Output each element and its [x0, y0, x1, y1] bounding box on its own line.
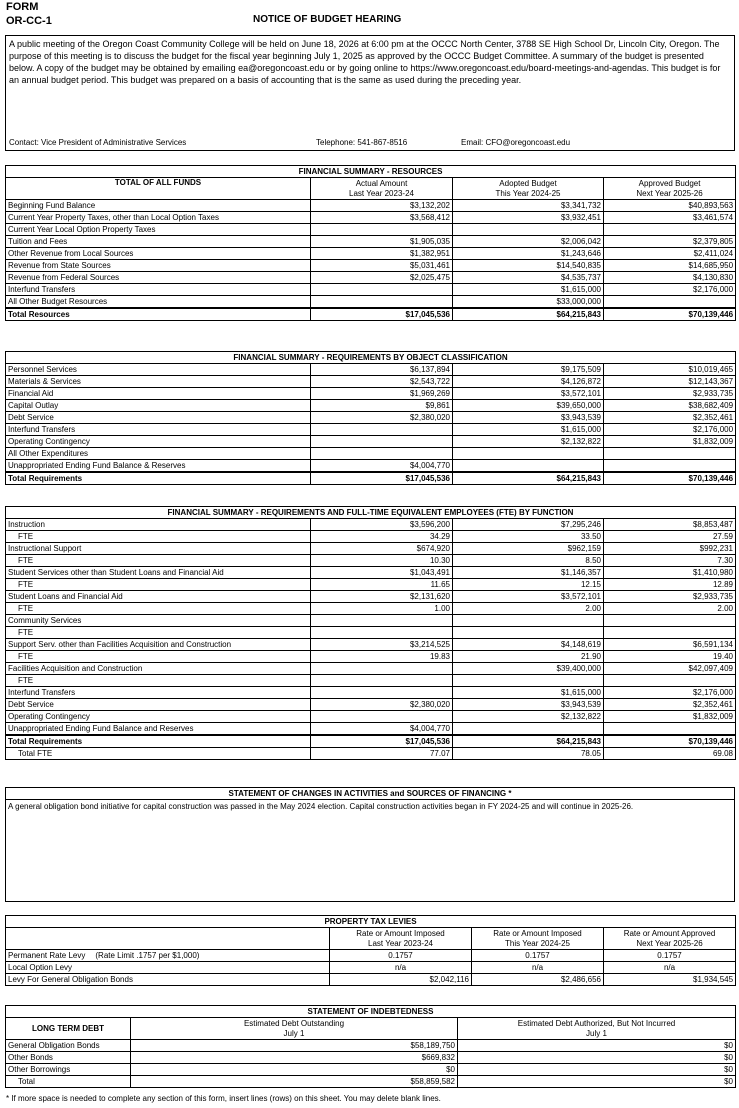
- indebtedness-title: STATEMENT OF INDEBTEDNESS: [6, 1006, 736, 1018]
- row-label: Student Services other than Student Loans and Financial Aid: [6, 567, 311, 579]
- row-label: All Other Expenditures: [6, 448, 311, 460]
- table-row: [6, 376, 736, 388]
- debt-row: [6, 1040, 736, 1052]
- row-value: $2,352,461: [604, 412, 736, 424]
- row-label: Operating Contingency: [6, 711, 311, 723]
- row-value: [453, 675, 604, 687]
- row-value: [311, 663, 453, 675]
- row-value: 8.50: [453, 555, 604, 567]
- table-row: [6, 388, 736, 400]
- requirements-function-table: [5, 506, 736, 760]
- table-row: [6, 591, 736, 603]
- row-value: 11.65: [311, 579, 453, 591]
- row-value: $3,932,451: [453, 212, 604, 224]
- table-row: [6, 615, 736, 627]
- row-value: $2,380,020: [311, 412, 453, 424]
- indebtedness-table: [5, 1005, 736, 1088]
- row-value: $1,905,035: [311, 236, 453, 248]
- debt-row: [6, 1064, 736, 1076]
- row-value: [604, 296, 736, 309]
- row-label: Tuition and Fees: [6, 236, 311, 248]
- row-label: Interfund Transfers: [6, 424, 311, 436]
- row-value: 27.59: [604, 531, 736, 543]
- requirements-function-total-row: Total Requirements $17,045,536 $64,215,843 $70,139,446: [6, 735, 736, 748]
- resources-title: FINANCIAL SUMMARY - RESOURCES: [6, 166, 736, 178]
- debt-value: $58,189,750: [131, 1040, 458, 1052]
- row-value: $2,176,000: [604, 284, 736, 296]
- row-label: Unappropriated Ending Fund Balance and Reserves: [6, 723, 311, 736]
- row-label: Community Services: [6, 615, 311, 627]
- row-value: $2,933,735: [604, 388, 736, 400]
- row-label: Student Loans and Financial Aid: [6, 591, 311, 603]
- row-value: $2,176,000: [604, 687, 736, 699]
- debt-col-authorized: Estimated Debt Authorized, But Not Incurred July 1: [458, 1018, 736, 1040]
- debt-value: $0: [458, 1040, 736, 1052]
- row-value: 33.50: [453, 531, 604, 543]
- row-value: [311, 711, 453, 723]
- tax-row: [6, 974, 736, 986]
- table-row: [6, 260, 736, 272]
- tax-value: 0.1757: [330, 950, 472, 962]
- row-value: 12.15: [453, 579, 604, 591]
- row-label: Current Year Local Option Property Taxes: [6, 224, 311, 236]
- row-value: $2,131,620: [311, 591, 453, 603]
- row-label: Operating Contingency: [6, 436, 311, 448]
- table-row: [6, 579, 736, 591]
- property-tax-title: PROPERTY TAX LEVIES: [6, 916, 736, 928]
- tax-value: $2,486,656: [472, 974, 604, 986]
- table-row: [6, 651, 736, 663]
- row-label: Personnel Services: [6, 364, 311, 376]
- row-value: $38,682,409: [604, 400, 736, 412]
- table-row: [6, 460, 736, 473]
- row-value: $39,400,000: [453, 663, 604, 675]
- row-value: 2.00: [604, 603, 736, 615]
- debt-col-type: LONG TERM DEBT: [6, 1018, 131, 1040]
- row-value: [453, 224, 604, 236]
- tax-value: n/a: [604, 962, 736, 974]
- debt-total-row: Total $58,859,582 $0: [6, 1076, 736, 1088]
- tax-row: [6, 950, 736, 962]
- table-row: [6, 519, 736, 531]
- table-row: [6, 296, 736, 309]
- row-value: $6,137,894: [311, 364, 453, 376]
- row-label: Debt Service: [6, 699, 311, 711]
- tax-col-next: Rate or Amount Approved Next Year 2025-26: [604, 928, 736, 950]
- row-value: [453, 615, 604, 627]
- table-row: [6, 400, 736, 412]
- table-row: [6, 639, 736, 651]
- form-label: FORM: [6, 1, 39, 13]
- row-value: [311, 687, 453, 699]
- row-value: $4,148,619: [453, 639, 604, 651]
- row-value: $14,540,835: [453, 260, 604, 272]
- row-value: $1,243,646: [453, 248, 604, 260]
- row-label: Beginning Fund Balance: [6, 200, 311, 212]
- row-value: $1,969,269: [311, 388, 453, 400]
- row-value: $5,031,461: [311, 260, 453, 272]
- row-value: 19.83: [311, 651, 453, 663]
- table-row: [6, 248, 736, 260]
- row-value: [604, 615, 736, 627]
- row-label: Current Year Property Taxes, other than Local Option Taxes: [6, 212, 311, 224]
- tax-label: Levy For General Obligation Bonds: [6, 974, 330, 986]
- row-value: 21.90: [453, 651, 604, 663]
- row-value: $10,019,465: [604, 364, 736, 376]
- row-value: $4,004,770: [311, 460, 453, 473]
- tax-label: Permanent Rate Levy (Rate Limit .1757 per $1,000): [6, 950, 330, 962]
- row-label: Instructional Support: [6, 543, 311, 555]
- row-value: $4,004,770: [311, 723, 453, 736]
- row-value: [453, 448, 604, 460]
- tax-value: $2,042,116: [330, 974, 472, 986]
- table-row: [6, 687, 736, 699]
- table-row: [6, 603, 736, 615]
- tax-value: n/a: [330, 962, 472, 974]
- debt-label: Other Bonds: [6, 1052, 131, 1064]
- row-value: $3,132,202: [311, 200, 453, 212]
- row-label: FTE: [6, 651, 311, 663]
- row-value: $2,025,475: [311, 272, 453, 284]
- row-label: Debt Service: [6, 412, 311, 424]
- property-tax-table: [5, 915, 736, 986]
- tax-col-last: Rate or Amount Imposed Last Year 2023-24: [330, 928, 472, 950]
- row-value: $3,568,412: [311, 212, 453, 224]
- row-label: Interfund Transfers: [6, 687, 311, 699]
- table-row: [6, 543, 736, 555]
- table-row: [6, 212, 736, 224]
- row-value: [604, 460, 736, 473]
- row-value: [604, 675, 736, 687]
- row-value: 34.29: [311, 531, 453, 543]
- row-value: $2,176,000: [604, 424, 736, 436]
- footnote: * If more space is needed to complete any section of this form, insert lines (rows) on this sheet. You may delete blank lines.: [6, 1094, 441, 1103]
- row-label: Revenue from Federal Sources: [6, 272, 311, 284]
- row-value: $3,341,732: [453, 200, 604, 212]
- total-fte-row: Total FTE 77.07 78.05 69.08: [6, 748, 736, 760]
- row-label: Interfund Transfers: [6, 284, 311, 296]
- table-row: [6, 555, 736, 567]
- row-value: [453, 627, 604, 639]
- table-row: [6, 364, 736, 376]
- row-value: $2,543,722: [311, 376, 453, 388]
- row-value: 1.00: [311, 603, 453, 615]
- row-value: 10.30: [311, 555, 453, 567]
- row-value: $40,893,563: [604, 200, 736, 212]
- row-label: FTE: [6, 675, 311, 687]
- row-value: $2,379,805: [604, 236, 736, 248]
- row-value: $1,615,000: [453, 687, 604, 699]
- table-row: [6, 200, 736, 212]
- table-row: [6, 699, 736, 711]
- debt-col-outstanding: Estimated Debt Outstanding July 1: [131, 1018, 458, 1040]
- tax-value: n/a: [472, 962, 604, 974]
- row-label: Support Serv. other than Facilities Acquisition and Construction: [6, 639, 311, 651]
- row-label: FTE: [6, 579, 311, 591]
- row-label: Revenue from State Sources: [6, 260, 311, 272]
- tax-value: 0.1757: [472, 950, 604, 962]
- row-value: $962,159: [453, 543, 604, 555]
- row-value: $33,000,000: [453, 296, 604, 309]
- debt-value: $0: [131, 1064, 458, 1076]
- table-row: [6, 567, 736, 579]
- table-row: [6, 436, 736, 448]
- row-value: 7.30: [604, 555, 736, 567]
- form-code: OR-CC-1: [6, 15, 52, 27]
- changes-title: STATEMENT OF CHANGES IN ACTIVITIES and SOURCES OF FINANCING *: [6, 788, 734, 800]
- tax-col-this: Rate or Amount Imposed This Year 2024-25: [472, 928, 604, 950]
- row-value: [311, 615, 453, 627]
- row-value: $4,130,830: [604, 272, 736, 284]
- row-value: $39,650,000: [453, 400, 604, 412]
- contact-person: Contact: Vice President of Administrative Services: [9, 138, 187, 147]
- resources-col-actual: Actual Amount Last Year 2023-24: [311, 178, 453, 200]
- requirements-object-table: [5, 351, 736, 485]
- row-value: $8,853,487: [604, 519, 736, 531]
- debt-label: Other Borrowings: [6, 1064, 131, 1076]
- row-value: $3,943,539: [453, 412, 604, 424]
- table-row: [6, 448, 736, 460]
- row-value: $2,380,020: [311, 699, 453, 711]
- row-value: $1,043,491: [311, 567, 453, 579]
- table-row: [6, 723, 736, 736]
- row-label: FTE: [6, 627, 311, 639]
- tax-value: 0.1757: [604, 950, 736, 962]
- row-value: 19.40: [604, 651, 736, 663]
- row-value: [311, 448, 453, 460]
- row-value: $6,591,134: [604, 639, 736, 651]
- row-label: Other Revenue from Local Sources: [6, 248, 311, 260]
- row-value: $3,214,525: [311, 639, 453, 651]
- row-value: [311, 436, 453, 448]
- row-label: Facilities Acquisition and Construction: [6, 663, 311, 675]
- resources-col-adopted: Adopted Budget This Year 2024-25: [453, 178, 604, 200]
- row-value: [604, 723, 736, 736]
- row-value: [311, 284, 453, 296]
- row-label: Capital Outlay: [6, 400, 311, 412]
- contact-telephone: Telephone: 541-867-8516: [316, 138, 408, 147]
- table-row: [6, 531, 736, 543]
- row-value: $992,231: [604, 543, 736, 555]
- table-row: [6, 711, 736, 723]
- changes-text: A general obligation bond initiative for capital construction was passed in the May 2024 election. Capital construction activities began in FY 2024-25 and will continue in 2025-26.: [8, 802, 634, 811]
- changes-section: [5, 787, 735, 902]
- row-value: $9,861: [311, 400, 453, 412]
- row-value: [604, 627, 736, 639]
- row-value: [453, 723, 604, 736]
- row-value: $14,685,950: [604, 260, 736, 272]
- row-value: $3,943,539: [453, 699, 604, 711]
- row-value: [311, 224, 453, 236]
- debt-value: $0: [458, 1052, 736, 1064]
- debt-value: $669,832: [131, 1052, 458, 1064]
- row-value: $3,572,101: [453, 591, 604, 603]
- debt-label: General Obligation Bonds: [6, 1040, 131, 1052]
- row-value: $1,146,357: [453, 567, 604, 579]
- row-value: 12.89: [604, 579, 736, 591]
- row-label: Instruction: [6, 519, 311, 531]
- row-value: $2,132,822: [453, 711, 604, 723]
- table-row: [6, 663, 736, 675]
- table-row: [6, 236, 736, 248]
- row-value: $1,410,980: [604, 567, 736, 579]
- contact-email: Email: CFO@oregoncoast.edu: [461, 138, 571, 147]
- row-value: $4,535,737: [453, 272, 604, 284]
- intro-text: A public meeting of the Oregon Coast Community College will be held on June 18, 2026 at 6:00 pm at the OCCC North Center, 3788 SE High School Dr, Lincoln City, Oregon. The purpose of this meeting is to discuss the budget for the fiscal year beginning July 1, 2025 as approved by the OCCC Budget Committee. A summary of the budget is presented below. A copy of the budget may be obtained by emailing ea@oregoncoast.edu or by going online to https://www.oregoncoast.edu/board-meetings-and-agendas. This budget is for an annual budget period. This budget was prepared on a basis of accounting that is the same as used during the preceding year.: [9, 39, 721, 85]
- row-value: $1,832,009: [604, 711, 736, 723]
- row-value: $2,411,024: [604, 248, 736, 260]
- row-value: $2,006,042: [453, 236, 604, 248]
- row-value: $3,461,574: [604, 212, 736, 224]
- row-value: $2,132,822: [453, 436, 604, 448]
- table-row: [6, 272, 736, 284]
- row-label: FTE: [6, 603, 311, 615]
- resources-col-approved: Approved Budget Next Year 2025-26: [604, 178, 736, 200]
- row-value: $674,920: [311, 543, 453, 555]
- row-value: $2,933,735: [604, 591, 736, 603]
- tax-row: [6, 962, 736, 974]
- tax-label: Local Option Levy: [6, 962, 330, 974]
- debt-value: $0: [458, 1064, 736, 1076]
- form-header: [6, 0, 52, 28]
- row-label: Unappropriated Ending Fund Balance & Reserves: [6, 460, 311, 473]
- row-value: $1,382,951: [311, 248, 453, 260]
- row-label: FTE: [6, 555, 311, 567]
- row-value: [311, 675, 453, 687]
- row-value: [453, 460, 604, 473]
- tax-value: $1,934,545: [604, 974, 736, 986]
- table-row: [6, 627, 736, 639]
- row-value: $3,596,200: [311, 519, 453, 531]
- row-value: $3,572,101: [453, 388, 604, 400]
- row-value: $4,126,872: [453, 376, 604, 388]
- row-value: [604, 224, 736, 236]
- row-label: Financial Aid: [6, 388, 311, 400]
- form-title: NOTICE OF BUDGET HEARING: [253, 14, 402, 25]
- row-value: [311, 627, 453, 639]
- table-row: [6, 675, 736, 687]
- intro-notice: [5, 35, 735, 151]
- row-value: $1,615,000: [453, 424, 604, 436]
- resources-col-funds: TOTAL OF ALL FUNDS: [6, 178, 311, 200]
- row-value: $9,175,509: [453, 364, 604, 376]
- row-value: [311, 296, 453, 309]
- row-value: $1,832,009: [604, 436, 736, 448]
- row-label: FTE: [6, 531, 311, 543]
- table-row: [6, 412, 736, 424]
- requirements-object-title: FINANCIAL SUMMARY - REQUIREMENTS BY OBJECT CLASSIFICATION: [6, 352, 736, 364]
- row-value: $2,352,461: [604, 699, 736, 711]
- row-value: [604, 448, 736, 460]
- table-row: [6, 284, 736, 296]
- row-value: 2.00: [453, 603, 604, 615]
- debt-row: [6, 1052, 736, 1064]
- row-value: $1,615,000: [453, 284, 604, 296]
- requirements-object-total-row: Total Requirements $17,045,536 $64,215,843 $70,139,446: [6, 472, 736, 485]
- row-value: $42,097,409: [604, 663, 736, 675]
- resources-table: [5, 165, 736, 321]
- resources-total-row: Total Resources $17,045,536 $64,215,843 $70,139,446: [6, 308, 736, 321]
- row-label: All Other Budget Resources: [6, 296, 311, 309]
- row-value: $12,143,367: [604, 376, 736, 388]
- table-row: [6, 224, 736, 236]
- row-value: [311, 424, 453, 436]
- row-label: Materials & Services: [6, 376, 311, 388]
- requirements-function-title: FINANCIAL SUMMARY - REQUIREMENTS AND FULL-TIME EQUIVALENT EMPLOYEES (FTE) BY FUNCTION: [6, 507, 736, 519]
- table-row: [6, 424, 736, 436]
- row-value: $7,295,246: [453, 519, 604, 531]
